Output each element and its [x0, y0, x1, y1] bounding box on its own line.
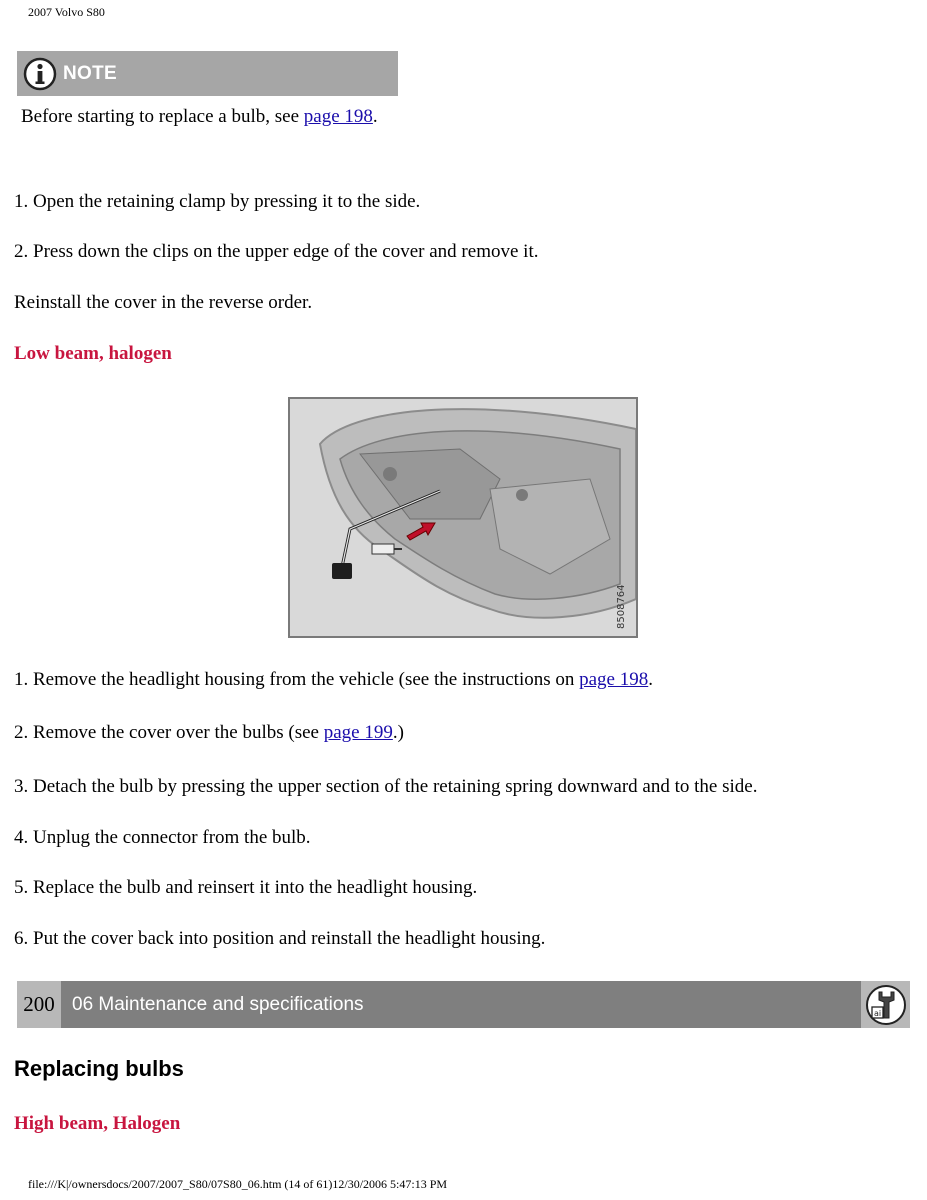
note-title: NOTE [63, 62, 117, 84]
step-reinstall-cover: 6. Put the cover back into position and reinstall the headlight housing. [14, 928, 546, 949]
document-header: 2007 Volvo S80 [28, 5, 105, 19]
footer-file-path: file:///K|/ownersdocs/2007/2007_S80/07S80_06.htm (14 of 61)12/30/2006 5:47:13 PM [28, 1177, 448, 1191]
high-beam-heading: High beam, Halogen [14, 1113, 181, 1134]
note-page-link[interactable]: page 198 [303, 106, 373, 127]
step-replace-bulb: 5. Replace the bulb and reinsert it into the headlight housing. [14, 877, 478, 898]
page-199-link[interactable]: page 199 [323, 722, 393, 743]
step-press-clips: 2. Press down the clips on the upper edge of the cover and remove it. [14, 241, 539, 262]
step-remove-housing: 1. Remove the headlight housing from the vehicle (see the instructions on page 198. [14, 669, 653, 690]
step-detach-bulb: 3. Detach the bulb by pressing the upper section of the retaining spring downward and to the side. [14, 776, 758, 797]
chapter-title: 06 Maintenance and specifications [72, 993, 364, 1015]
svg-text:ai: ai [873, 1008, 881, 1018]
step-open-clamp: 1. Open the retaining clamp by pressing it to the side. [14, 191, 421, 212]
step-remove-cover: 2. Remove the cover over the bulbs (see page 199.) [14, 722, 404, 743]
headlight-illustration [288, 397, 638, 638]
page-198-link[interactable]: page 198 [579, 669, 649, 690]
chapter-icon-box [861, 981, 910, 1028]
section-title: Replacing bulbs [14, 1056, 184, 1081]
wrench-icon [865, 984, 907, 1026]
note-text: Before starting to replace a bulb, see page 198. [21, 106, 378, 127]
chapter-page-number: 200 [17, 981, 61, 1028]
reinstall-text: Reinstall the cover in the reverse order. [14, 292, 313, 313]
low-beam-heading: Low beam, halogen [14, 343, 172, 364]
note-box [17, 51, 398, 96]
figure-code: 8508764 [616, 584, 627, 629]
info-icon [23, 57, 57, 91]
step-unplug-connector: 4. Unplug the connector from the bulb. [14, 827, 311, 848]
